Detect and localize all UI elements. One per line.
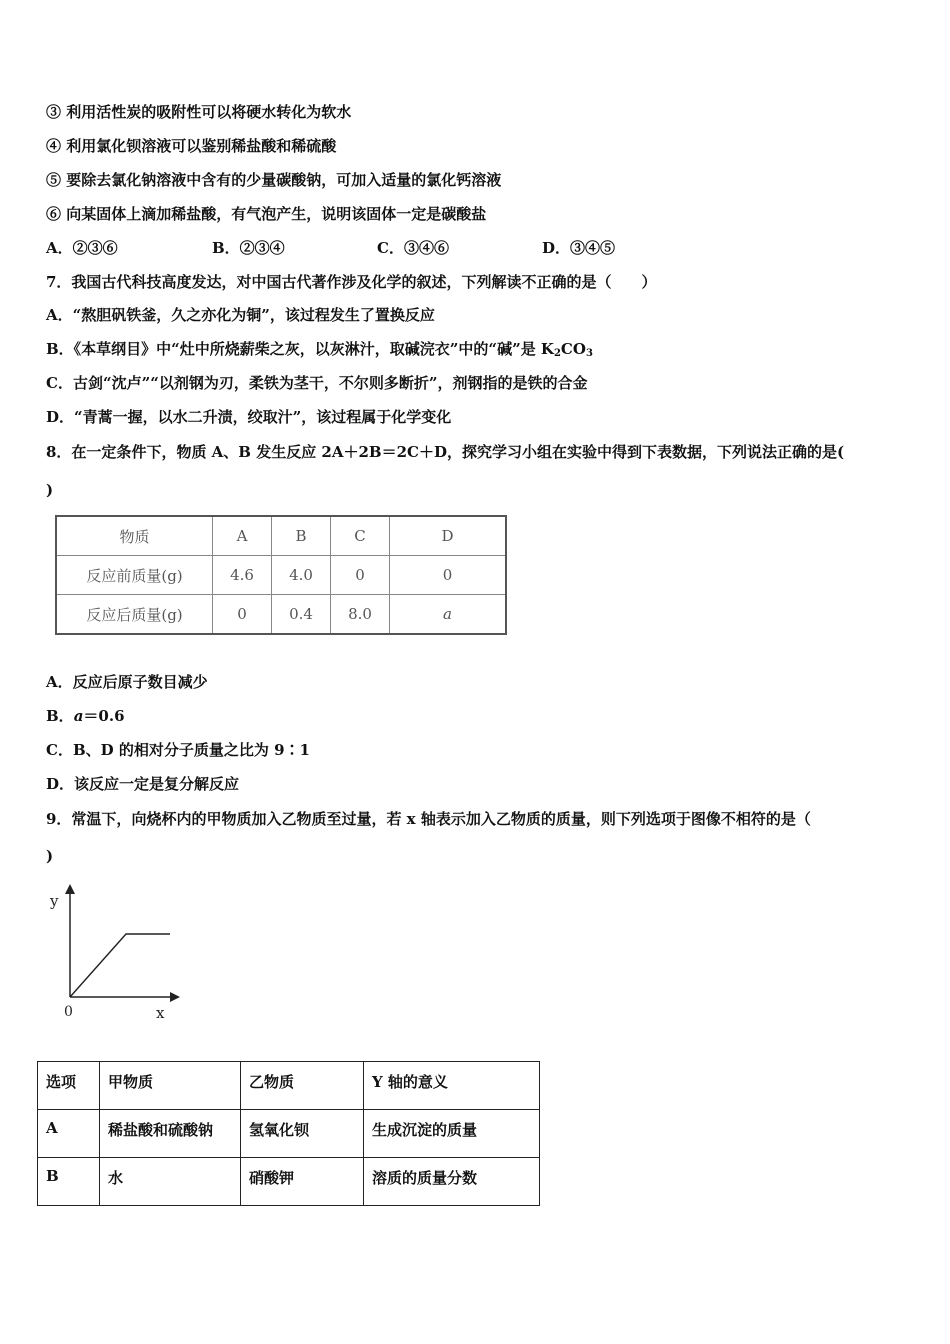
q8-stem-end: ) bbox=[46, 481, 54, 499]
table-row bbox=[38, 1062, 540, 1110]
q9-header-substance-b: 乙物质 bbox=[241, 1062, 364, 1110]
q9-header-y-meaning: Y 轴的意义 bbox=[364, 1062, 540, 1110]
q9-stem: 9．常温下，向烧杯内的甲物质加入乙物质至过量，若 x 轴表示加入乙物质的质量，则下列选项于图像不相符的是（ bbox=[46, 810, 811, 828]
q9-row-b-substance-b: 硝酸钾 bbox=[241, 1158, 364, 1206]
x-axis-arrow-icon bbox=[170, 992, 180, 1002]
q6-option-a[interactable]: A．②③⑥ bbox=[46, 239, 118, 257]
q9-header-substance-a: 甲物质 bbox=[100, 1062, 241, 1110]
q8-row2-a: 0 bbox=[213, 595, 272, 635]
statement-5: ⑤ 要除去氯化钠溶液中含有的少量碳酸钠，可加入适量的氯化钙溶液 bbox=[46, 171, 502, 189]
q8-header-a: A bbox=[213, 516, 272, 556]
q7-option-b[interactable] bbox=[46, 339, 593, 364]
q6-option-c[interactable]: C．③④⑥ bbox=[377, 239, 449, 257]
q9-row-a-substance-a: 稀盐酸和硫酸钠 bbox=[100, 1110, 241, 1158]
graph-curve bbox=[70, 934, 170, 997]
q7-formula-sub-3: 3 bbox=[585, 348, 593, 359]
q8-header-d: D bbox=[390, 516, 507, 556]
q8-row2-c: 8.0 bbox=[331, 595, 390, 635]
q8-stem: 8．在一定条件下，物质 A、B 发生反应 2A＋2B＝2C＋D，探究学习小组在实验中得到下表数据，下列说法正确的是( bbox=[46, 443, 845, 461]
q7-option-d[interactable]: D．“青蒿一握，以水二升渍，绞取汁”，该过程属于化学变化 bbox=[46, 408, 452, 426]
q9-row-b-substance-a: 水 bbox=[100, 1158, 241, 1206]
q8-option-a[interactable]: A．反应后原子数目减少 bbox=[46, 673, 208, 691]
q9-row-a-substance-b: 氢氧化钡 bbox=[241, 1110, 364, 1158]
q7-option-b-text: B．《本草纲目》中“灶中所烧薪柴之灰，以灰淋汁，取碱浣衣”中的“碱”是 K bbox=[46, 340, 554, 358]
q8-row1-c: 0 bbox=[331, 556, 390, 595]
q8-row2-d: a bbox=[390, 595, 507, 635]
q8-row2-b: 0.4 bbox=[272, 595, 331, 635]
q9-row-b-option: B bbox=[38, 1158, 100, 1206]
q8-header-c: C bbox=[331, 516, 390, 556]
q9-stem-end: ) bbox=[46, 847, 54, 865]
q6-options bbox=[0, 238, 950, 258]
table-row bbox=[56, 556, 506, 595]
graph-origin-label: 0 bbox=[64, 1004, 73, 1020]
q7-stem: 7．我国古代科技高度发达，对中国古代著作涉及化学的叙述，下列解读不正确的是（ ） bbox=[46, 273, 657, 291]
q7-formula-co: CO bbox=[560, 340, 586, 358]
q8-row2-label: 反应后质量(g) bbox=[56, 595, 213, 635]
q8-option-b-rest: ＝0.6 bbox=[83, 707, 125, 725]
y-axis-arrow-icon bbox=[65, 884, 75, 894]
q9-row-b-y-meaning: 溶质的质量分数 bbox=[364, 1158, 540, 1206]
q6-option-d[interactable]: D．③④⑤ bbox=[542, 239, 616, 257]
q8-row1-b: 4.0 bbox=[272, 556, 331, 595]
q8-row1-d: 0 bbox=[390, 556, 507, 595]
statement-6: ⑥ 向某固体上滴加稀盐酸，有气泡产生，说明该固体一定是碳酸盐 bbox=[46, 205, 487, 223]
q7-option-c[interactable]: C．古剑“沈卢”“以剂钢为刃，柔铁为茎干，不尔则多断折”，剂钢指的是铁的合金 bbox=[46, 374, 588, 392]
q8-header-b: B bbox=[272, 516, 331, 556]
statement-3: ③ 利用活性炭的吸附性可以将硬水转化为软水 bbox=[46, 103, 352, 121]
q8-option-b[interactable] bbox=[46, 706, 125, 726]
q8-header-substance: 物质 bbox=[56, 516, 213, 556]
q7-option-a[interactable]: A．“熬胆矾铁釜，久之亦化为铜”，该过程发生了置换反应 bbox=[46, 306, 435, 324]
q8-data-table bbox=[55, 515, 507, 635]
graph-x-label: x bbox=[156, 1004, 165, 1022]
q8-option-d[interactable]: D．该反应一定是复分解反应 bbox=[46, 775, 240, 793]
q9-header-option: 选项 bbox=[38, 1062, 100, 1110]
q8-option-b-prefix: B． bbox=[46, 707, 74, 725]
q6-option-b[interactable]: B．②③④ bbox=[212, 239, 285, 257]
q9-options-table bbox=[37, 1061, 540, 1206]
q7-formula-sub-2: 2 bbox=[553, 348, 561, 359]
table-row bbox=[38, 1110, 540, 1158]
graph-y-label: y bbox=[50, 892, 59, 910]
statement-4: ④ 利用氯化钡溶液可以鉴别稀盐酸和稀硫酸 bbox=[46, 137, 337, 155]
q8-row1-a: 4.6 bbox=[213, 556, 272, 595]
q8-option-b-var: a bbox=[73, 707, 84, 725]
q9-row-a-y-meaning: 生成沉淀的质量 bbox=[364, 1110, 540, 1158]
q9-graph bbox=[42, 880, 192, 1030]
table-row bbox=[56, 595, 506, 635]
q8-option-c[interactable]: C．B、D 的相对分子质量之比为 9∶1 bbox=[46, 741, 310, 759]
q8-row1-label: 反应前质量(g) bbox=[56, 556, 213, 595]
q9-row-a-option: A bbox=[38, 1110, 100, 1158]
table-row bbox=[38, 1158, 540, 1206]
